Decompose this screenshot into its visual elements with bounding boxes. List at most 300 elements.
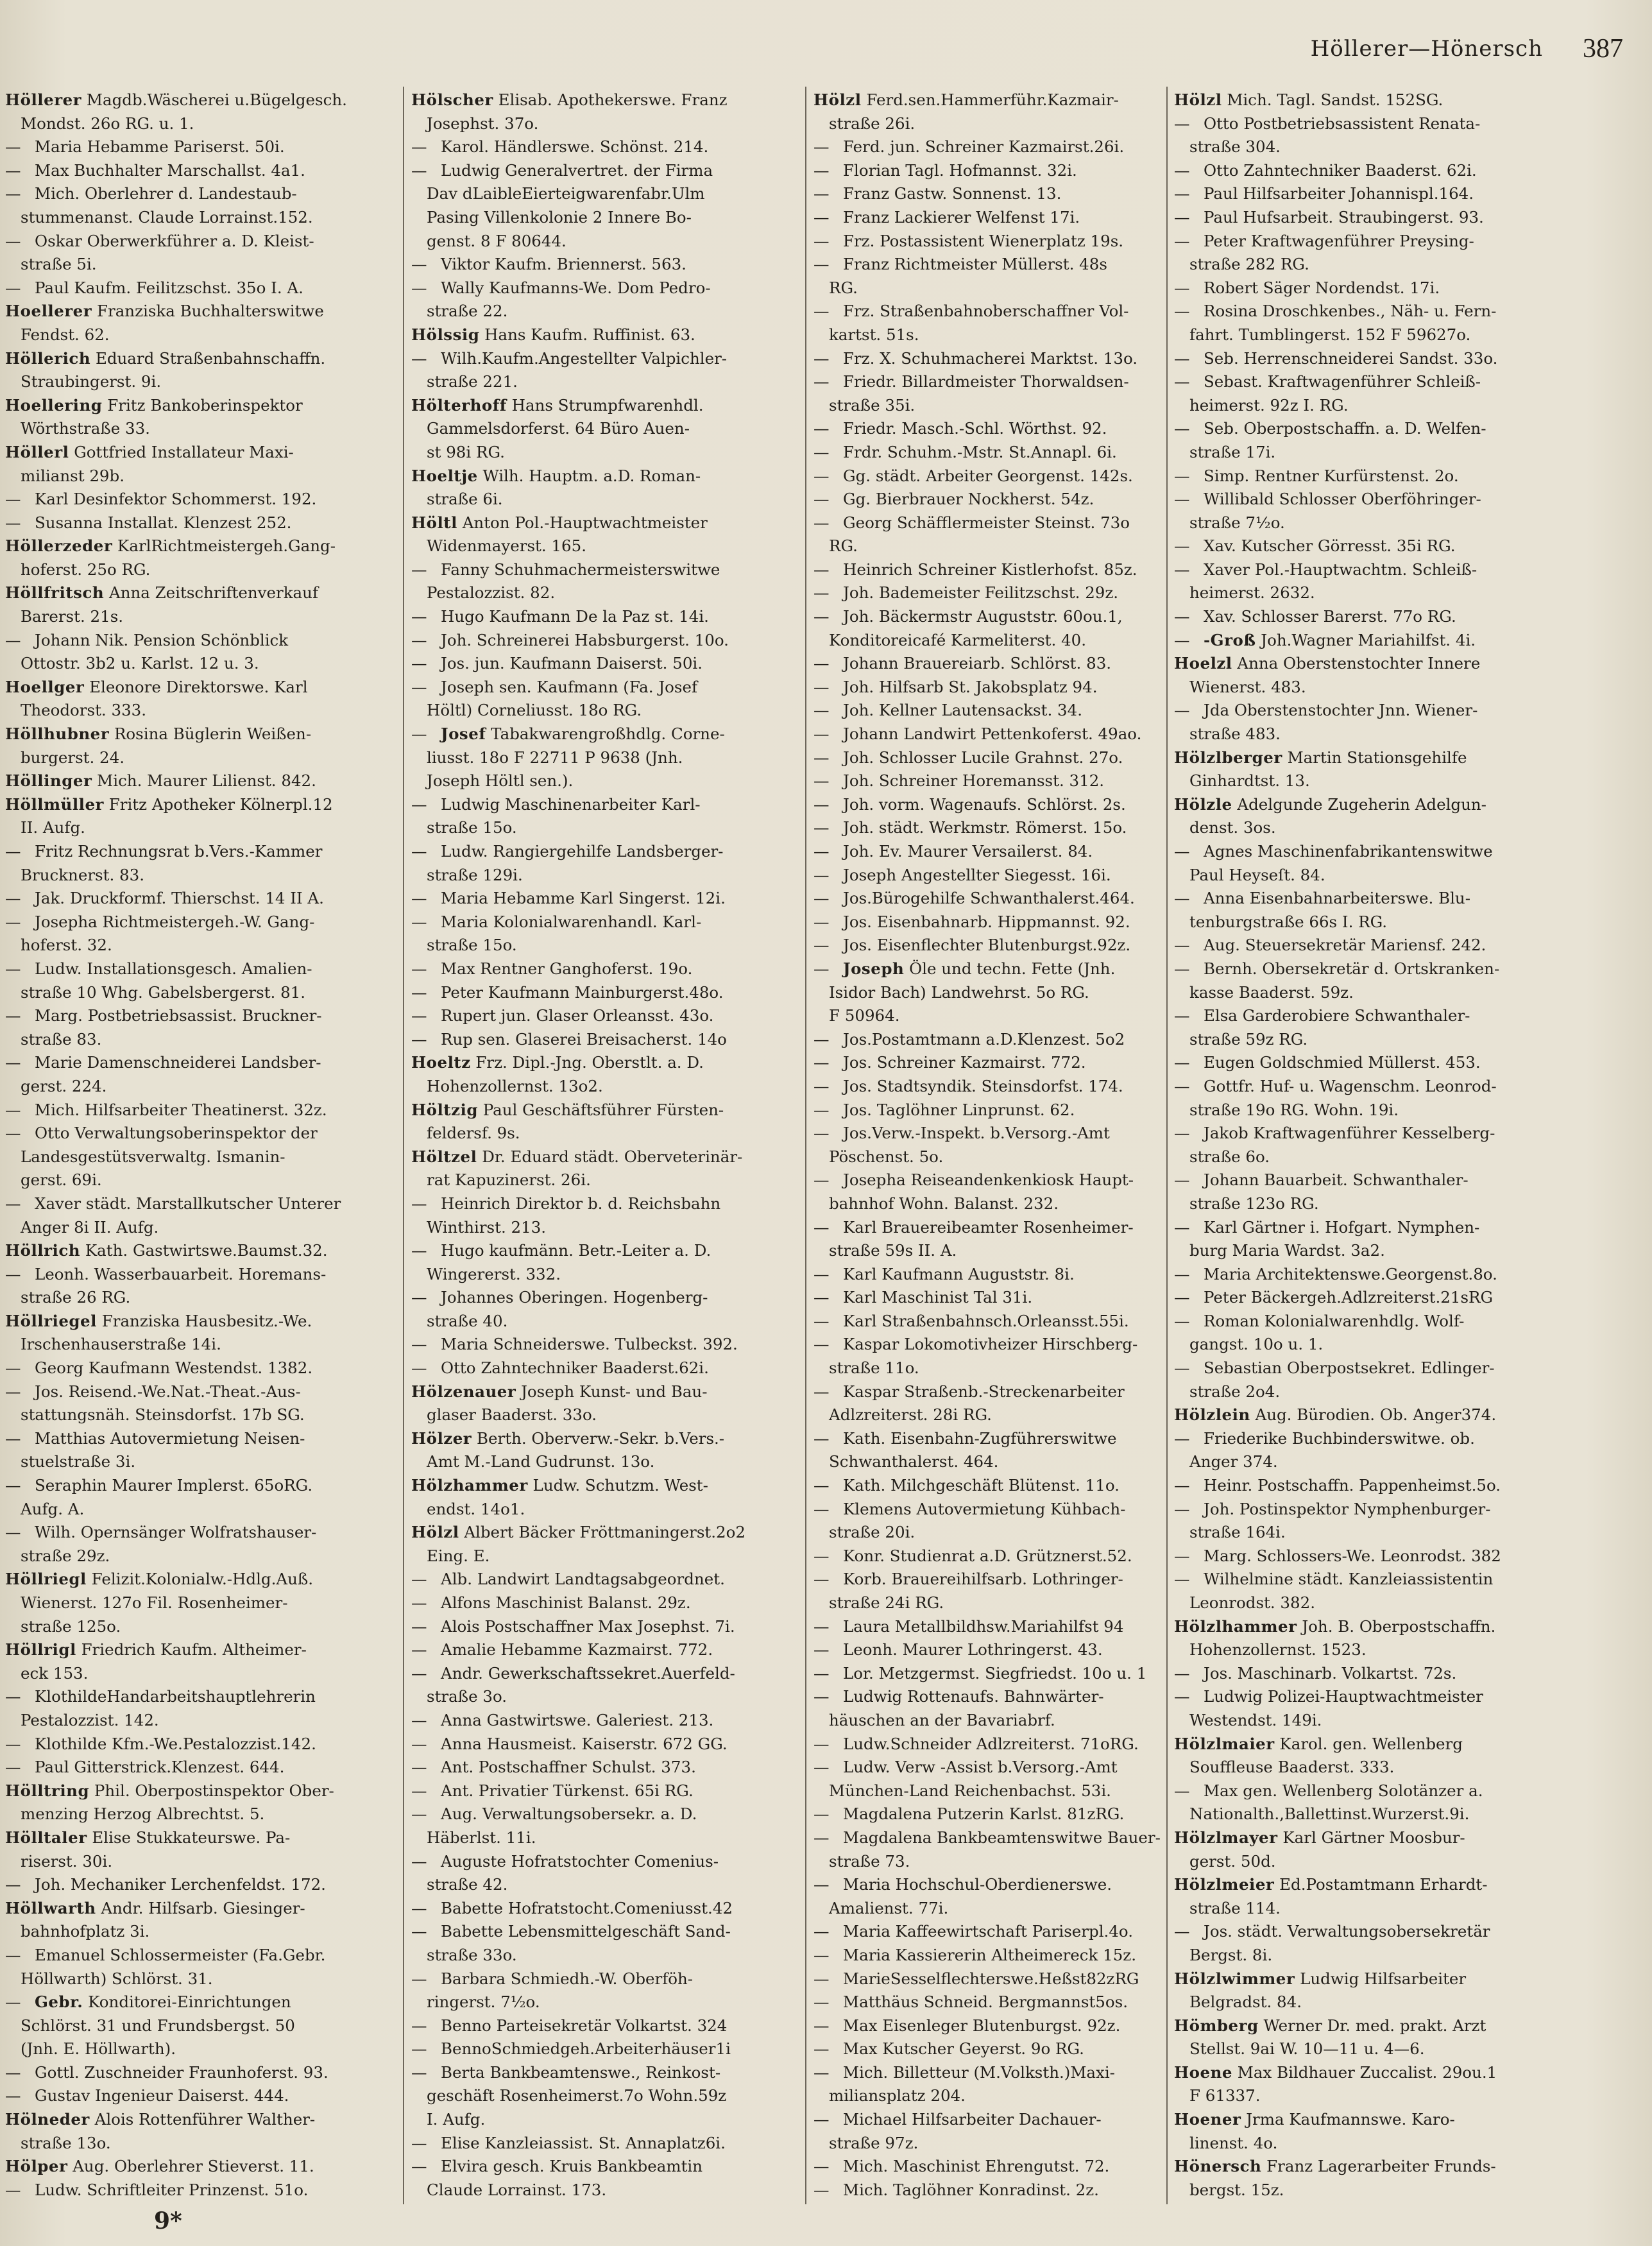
ditto-dash: — xyxy=(813,490,830,509)
directory-entry-heading xyxy=(5,1826,385,1850)
ditto-dash: — xyxy=(411,1898,427,1917)
entry-text: Maria Kassiererin Altheimereck 15z. xyxy=(843,1945,1137,1964)
directory-entry-line xyxy=(813,441,1193,465)
entry-text: Jos. Eisenbahnarb. Hippmannst. 92. xyxy=(843,912,1130,931)
entry-text: Amt M.-Land Gudrunst. 13o. xyxy=(427,1452,655,1471)
directory-entry-line xyxy=(813,253,1193,277)
directory-entry-line xyxy=(813,1591,1193,1615)
entry-text: ringerst. 7½o. xyxy=(427,1993,540,2012)
entry-text: Maria Schneiderswe. Tulbeckst. 392. xyxy=(441,1335,738,1354)
ditto-dash: — xyxy=(813,1570,830,1589)
ditto-dash: — xyxy=(1174,1170,1190,1190)
directory-entry-heading xyxy=(5,1310,385,1333)
entry-text: Ferd.sen.Hammerführ.Kazmair- xyxy=(866,90,1119,109)
entry-text: gerst. 224. xyxy=(21,1076,107,1095)
entry-text: Babette Hofratstocht.Comeniusst.42 xyxy=(441,1898,733,1917)
entry-text: Martin Stationsgehilfe xyxy=(1287,748,1467,767)
directory-entry-line xyxy=(411,1685,791,1709)
entry-text: (Jnh. E. Höllwarth). xyxy=(21,2039,176,2059)
directory-entry-line xyxy=(813,417,1193,441)
ditto-dash: — xyxy=(411,607,427,626)
entry-text: Fanny Schuhmachermeisterswitwe xyxy=(441,560,720,579)
directory-entry-line xyxy=(813,676,1193,699)
directory-entry-line xyxy=(813,1568,1193,1591)
entry-text: straße 35i. xyxy=(829,395,915,415)
directory-entry-line xyxy=(5,511,385,535)
entry-text: bahnhofplatz 3i. xyxy=(21,1922,150,1941)
directory-entry-line xyxy=(813,1239,1193,1263)
entry-text: Franziska Hausbesitz.-We. xyxy=(101,1311,312,1330)
directory-entry-line xyxy=(813,652,1193,676)
entry-text: kasse Baaderst. 59z. xyxy=(1189,982,1354,1002)
surname: Hölzl xyxy=(411,1523,459,1542)
entry-text: Brucknerst. 83. xyxy=(21,865,145,884)
entry-text: Anger 374. xyxy=(1189,1452,1278,1471)
directory-entry-heading xyxy=(1174,1873,1591,1897)
directory-entry-line xyxy=(411,911,791,934)
entry-text: Elisab. Apothekerswe. Franz xyxy=(498,90,728,109)
entry-text: Ludw. Schutzm. West- xyxy=(532,1476,708,1495)
ditto-dash: — xyxy=(5,1359,21,1378)
directory-entry-line xyxy=(5,1145,385,1169)
entry-text: Jos. Stadtsyndik. Steinsdorfst. 174. xyxy=(843,1076,1123,1095)
directory-entry-line xyxy=(813,1615,1193,1639)
directory-entry-line xyxy=(411,2132,791,2156)
directory-entry-line xyxy=(1174,558,1591,582)
ditto-dash: — xyxy=(813,748,830,767)
entry-text: Felizit.Kolonialw.-Hdlg.Auß. xyxy=(91,1570,314,1589)
entry-text: Peter Bäckergeh.Adlzreiterst.21sRG xyxy=(1204,1288,1494,1307)
entry-text: Rupert jun. Glaser Orleansst. 43o. xyxy=(441,1006,714,1025)
directory-entry-line xyxy=(1174,1920,1591,1944)
directory-entry-heading xyxy=(1174,652,1591,676)
entry-text: straße 282 RG. xyxy=(1189,255,1309,274)
directory-entry-line xyxy=(411,2179,791,2202)
directory-entry-heading xyxy=(1174,1615,1591,1639)
entry-text: liusst. 18o F 22711 P 9638 (Jnh. xyxy=(427,748,683,767)
directory-entry-line xyxy=(5,230,385,253)
entry-text: Oskar Oberwerkführer a. D. Kleist- xyxy=(35,231,314,250)
directory-entry-line xyxy=(813,1733,1193,1756)
entry-text: Jos. jun. Kaufmann Daiserst. 50i. xyxy=(441,654,703,673)
directory-entry-heading xyxy=(1174,89,1591,112)
ditto-dash: — xyxy=(1174,1359,1190,1378)
ditto-dash: — xyxy=(813,2157,830,2176)
directory-entry-line xyxy=(411,1122,791,1145)
directory-entry-line xyxy=(1174,1333,1591,1357)
directory-entry-line xyxy=(1174,911,1591,934)
entry-text: Bernh. Obersekretär d. Ortskranken- xyxy=(1204,959,1500,978)
directory-entry-heading xyxy=(5,1638,385,1662)
entry-text: Seb. Herrenschneiderei Sandst. 33o. xyxy=(1204,348,1498,368)
directory-entry-line xyxy=(813,1638,1193,1662)
ditto-dash: — xyxy=(411,1006,427,1025)
directory-entry-line xyxy=(411,1169,791,1192)
directory-entry-line xyxy=(411,417,791,441)
directory-entry-line xyxy=(5,1662,385,1686)
entry-text: Joh. Schlosser Lucile Grahnst. 27o. xyxy=(843,748,1123,767)
directory-entry-line xyxy=(1174,581,1591,605)
surname: Hölper xyxy=(5,2157,68,2176)
surname: Hoeltz xyxy=(411,1053,471,1072)
directory-entry-line xyxy=(5,2084,385,2108)
directory-entry-line xyxy=(813,300,1193,323)
directory-entry-line xyxy=(411,1709,791,1733)
ditto-dash: — xyxy=(1174,936,1190,955)
ditto-dash: — xyxy=(411,255,427,274)
directory-entry-heading xyxy=(411,394,791,418)
directory-entry-heading xyxy=(5,581,385,605)
directory-entry-line xyxy=(5,1122,385,1145)
ditto-dash: — xyxy=(5,2180,21,2199)
ditto-dash: — xyxy=(813,701,830,720)
directory-entry-line xyxy=(1174,347,1591,371)
directory-entry-line xyxy=(1174,1779,1591,1803)
directory-column-2 xyxy=(411,89,791,2213)
entry-text: Hohenzollernst. 1523. xyxy=(1189,1640,1367,1659)
directory-entry-heading xyxy=(1174,2061,1591,2085)
directory-entry-heading xyxy=(411,1474,791,1498)
entry-text: Otto Zahntechniker Baaderst. 62i. xyxy=(1204,160,1477,180)
ditto-dash: — xyxy=(411,2133,427,2152)
ditto-dash: — xyxy=(5,1523,21,1542)
directory-entry-line xyxy=(5,1263,385,1287)
entry-text: Kath. Milchgeschäft Blütenst. 11o. xyxy=(843,1476,1120,1495)
directory-column-4 xyxy=(1174,89,1591,2213)
entry-text: Viktor Kaufm. Briennerst. 563. xyxy=(441,255,686,274)
entry-text: Mich. Billetteur (M.Volksth.)Maxi- xyxy=(843,2062,1115,2082)
ditto-dash: — xyxy=(5,842,21,861)
directory-entry-line xyxy=(411,1920,791,1944)
directory-entry-line xyxy=(813,159,1193,183)
directory-entry-line xyxy=(1174,1568,1591,1591)
entry-text: Ferd. jun. Schreiner Kazmairst.26i. xyxy=(843,137,1125,157)
directory-entry-line xyxy=(1174,1192,1591,1216)
entry-text: BennoSchmiedgeh.Arbeiterhäuser1i xyxy=(441,2039,731,2059)
directory-entry-line xyxy=(411,1662,791,1686)
directory-entry-line xyxy=(813,911,1193,934)
directory-entry-line xyxy=(411,864,791,887)
entry-text: Max Kutscher Geyerst. 9o RG. xyxy=(843,2039,1084,2059)
directory-entry-line xyxy=(813,1263,1193,1287)
surname: Hölzlmeier xyxy=(1174,1875,1275,1894)
entry-text: Karl Brauereibeamter Rosenheimer- xyxy=(843,1217,1134,1237)
directory-entry-line xyxy=(813,112,1193,136)
ditto-dash: — xyxy=(1174,1922,1190,1941)
entry-text: Sebastian Oberpostsekret. Edlinger- xyxy=(1204,1359,1495,1378)
entry-text: Seb. Oberpostschaffn. a. D. Welfen- xyxy=(1204,419,1486,438)
directory-entry-line xyxy=(411,300,791,323)
entry-text: häuschen an der Bavariabrf. xyxy=(829,1710,1055,1729)
directory-entry-line xyxy=(411,793,791,817)
entry-text: Xaver Pol.-Hauptwachtm. Schleiß- xyxy=(1204,560,1477,579)
entry-text: Elise Kanzleiassist. St. Annaplatz6i. xyxy=(441,2133,726,2152)
directory-entry-line xyxy=(5,957,385,981)
directory-entry-line xyxy=(411,605,791,629)
entry-text: Karol. gen. Wellenberg xyxy=(1279,1734,1463,1753)
ditto-dash: — xyxy=(813,1616,830,1636)
entry-text: I. Aufg. xyxy=(427,2110,486,2129)
directory-entry-line xyxy=(1174,699,1591,723)
entry-text: Ludw. Verw -Assist b.Versorg.-Amt xyxy=(843,1758,1118,1777)
directory-entry-heading xyxy=(411,511,791,535)
entry-text: Fritz Bankoberinspektor xyxy=(107,395,303,415)
directory-entry-line xyxy=(5,417,385,441)
surname: Höllinger xyxy=(5,771,92,791)
directory-entry-line xyxy=(411,1568,791,1591)
entry-text: Georg Schäfflermeister Steinst. 73o xyxy=(843,513,1130,532)
entry-text: Werner Dr. med. prakt. Arzt xyxy=(1263,2016,1486,2035)
entry-text: Matthias Autovermietung Neisen- xyxy=(35,1428,305,1448)
ditto-dash: — xyxy=(411,560,427,579)
entry-text: Wilhelmine städt. Kanzleiassistentin xyxy=(1204,1570,1494,1589)
directory-entry-line xyxy=(813,864,1193,887)
directory-entry-line xyxy=(5,1286,385,1310)
surname: Höltzig xyxy=(411,1100,478,1119)
ditto-dash: — xyxy=(813,160,830,180)
directory-entry-line xyxy=(813,699,1193,723)
ditto-dash: — xyxy=(813,959,830,978)
directory-columns xyxy=(0,89,1652,2213)
directory-entry-heading xyxy=(411,1051,791,1075)
ditto-dash: — xyxy=(411,1781,427,1800)
entry-text: Stellst. 9ai W. 10—11 u. 4—6. xyxy=(1189,2039,1425,2059)
firm-name: Josef xyxy=(441,724,486,744)
ditto-dash: — xyxy=(813,184,830,203)
directory-entry-line xyxy=(813,816,1193,840)
directory-entry-line xyxy=(813,1826,1193,1850)
entry-text: straße 13o. xyxy=(21,2133,111,2152)
entry-text: Häberlst. 11i. xyxy=(427,1828,536,1847)
entry-text: Elvira gesch. Kruis Bankbeamtin xyxy=(441,2157,703,2176)
ditto-dash: — xyxy=(813,1546,830,1565)
entry-text: Alb. Landwirt Landtagsabgeordnet. xyxy=(441,1570,725,1589)
directory-entry-line xyxy=(5,1944,385,1967)
entry-text: Ludwig Hilfsarbeiter xyxy=(1300,1969,1467,1988)
entry-text: fahrt. Tumblingerst. 152 F 59627o. xyxy=(1189,325,1471,344)
entry-text: Gottl. Zuschneider Fraunhoferst. 93. xyxy=(35,2062,328,2082)
directory-entry-line xyxy=(411,2014,791,2038)
ditto-dash: — xyxy=(411,982,427,1002)
ditto-dash: — xyxy=(411,2062,427,2082)
entry-text: Wally Kaufmanns-We. Dom Pedro- xyxy=(441,278,711,297)
directory-entry-line xyxy=(5,1216,385,1240)
entry-text: Josepha Reiseandenkenkiosk Haupt- xyxy=(843,1170,1134,1190)
ditto-dash: — xyxy=(1174,160,1190,180)
directory-entry-line xyxy=(1174,1756,1591,1779)
entry-text: II. Aufg. xyxy=(21,818,85,837)
ditto-dash: — xyxy=(813,1828,830,1847)
directory-entry-line xyxy=(813,1403,1193,1427)
entry-text: Paul Gitterstrick.Klenzest. 644. xyxy=(35,1758,285,1777)
entry-text: tenburgstraße 66s I. RG. xyxy=(1189,912,1388,931)
ditto-dash: — xyxy=(1174,1076,1190,1095)
directory-entry-line xyxy=(411,370,791,394)
directory-entry-line xyxy=(1174,676,1591,699)
entry-text: hoferst. 32. xyxy=(21,936,112,955)
entry-text: Otto Zahntechniker Baaderst.62i. xyxy=(441,1359,709,1378)
directory-entry-line xyxy=(1174,2037,1591,2061)
entry-text: Barerst. 21s. xyxy=(21,607,124,626)
directory-entry-line xyxy=(813,1850,1193,1874)
entry-text: Alois Rottenführer Walther- xyxy=(94,2110,316,2129)
ditto-dash: — xyxy=(411,630,427,649)
directory-entry-line xyxy=(1174,135,1591,159)
entry-text: Johannes Oberingen. Hogenberg- xyxy=(441,1288,708,1307)
directory-entry-line xyxy=(1174,1122,1591,1145)
entry-text: Franz Gastw. Sonnenst. 13. xyxy=(843,184,1062,203)
entry-text: Jos. Taglöhner Linprunst. 62. xyxy=(843,1100,1075,1119)
directory-entry-line xyxy=(813,230,1193,253)
directory-entry-line xyxy=(1174,1521,1591,1545)
surname: Hölzlmaier xyxy=(1174,1734,1275,1753)
directory-entry-line xyxy=(5,1733,385,1756)
directory-entry-heading xyxy=(411,1380,791,1404)
ditto-dash: — xyxy=(411,2157,427,2176)
directory-entry-line xyxy=(411,135,791,159)
directory-entry-line xyxy=(813,2132,1193,2156)
directory-entry-line xyxy=(411,1192,791,1216)
directory-entry-heading xyxy=(1174,2155,1591,2179)
directory-entry-line xyxy=(411,652,791,676)
directory-entry-line xyxy=(1174,1216,1591,1240)
entry-text: straße 304. xyxy=(1189,137,1281,157)
directory-entry-line xyxy=(813,1122,1193,1145)
entry-text: straße 11o. xyxy=(829,1359,919,1378)
directory-entry-line xyxy=(813,1450,1193,1474)
entry-text: Heinrich Schreiner Kistlerhofst. 85z. xyxy=(843,560,1137,579)
directory-entry-line xyxy=(5,1075,385,1099)
ditto-dash: — xyxy=(411,654,427,673)
directory-entry-line xyxy=(5,558,385,582)
entry-text: straße 164i. xyxy=(1189,1523,1286,1542)
surname: Hoellering xyxy=(5,395,103,415)
entry-text: Frz. X. Schuhmacherei Marktst. 13o. xyxy=(843,348,1138,368)
ditto-dash: — xyxy=(1174,1663,1190,1683)
directory-entry-heading xyxy=(1174,793,1591,817)
ditto-dash: — xyxy=(1174,560,1190,579)
entry-text: Gottfr. Huf- u. Wagenschm. Leonrod- xyxy=(1204,1076,1497,1095)
directory-entry-line xyxy=(5,1380,385,1404)
ditto-dash: — xyxy=(813,865,830,884)
directory-entry-line xyxy=(1174,1638,1591,1662)
directory-entry-line xyxy=(411,1286,791,1310)
entry-text: Franz Richtmeister Müllerst. 48s xyxy=(843,255,1107,274)
directory-entry-heading xyxy=(5,1897,385,1921)
directory-entry-line xyxy=(813,1051,1193,1075)
entry-text: burg Maria Wardst. 3a2. xyxy=(1189,1241,1385,1260)
directory-entry-line xyxy=(813,347,1193,371)
entry-text: Joh. Bäckermstr Auguststr. 60ou.1, xyxy=(843,607,1123,626)
directory-entry-heading xyxy=(1174,1826,1591,1850)
entry-text: Peter Kaufmann Mainburgerst.48o. xyxy=(441,982,724,1002)
entry-text: Babette Lebensmittelgeschäft Sand- xyxy=(441,1922,731,1941)
surname: Hölltring xyxy=(5,1781,90,1800)
ditto-dash: — xyxy=(813,348,830,368)
entry-text: Leonh. Wasserbauarbeit. Horemans- xyxy=(35,1264,327,1283)
ditto-dash: — xyxy=(813,1993,830,2012)
directory-entry-line xyxy=(813,1803,1193,1826)
surname: Hölzlberger xyxy=(1174,748,1282,767)
firm-name: Gebr. xyxy=(35,1993,83,2012)
directory-entry-line xyxy=(813,1685,1193,1709)
entry-text: Alfons Maschinist Balanst. 29z. xyxy=(441,1593,691,1612)
entry-text: Karl Gärtner i. Hofgart. Nymphen- xyxy=(1204,1217,1480,1237)
entry-text: Gustav Ingenieur Daiserst. 444. xyxy=(35,2086,289,2105)
entry-text: straße 15o. xyxy=(427,818,517,837)
entry-text: Fritz Rechnungsrat b.Vers.-Kammer xyxy=(35,842,323,861)
directory-entry-line xyxy=(5,1920,385,1944)
surname: Höllriegel xyxy=(5,1311,97,1330)
entry-text: Pestalozzist. 142. xyxy=(21,1710,159,1729)
directory-entry-heading xyxy=(411,1521,791,1545)
ditto-dash: — xyxy=(411,137,427,157)
directory-entry-line xyxy=(813,1920,1193,1944)
directory-entry-line xyxy=(411,1826,791,1850)
directory-entry-line xyxy=(411,159,791,183)
entry-text: Jos.Bürogehilfe Schwanthalerst.464. xyxy=(843,889,1135,908)
ditto-dash: — xyxy=(813,677,830,696)
directory-entry-line xyxy=(1174,535,1591,558)
entry-text: Max Buchhalter Marschallst. 4a1. xyxy=(35,160,305,180)
directory-entry-line xyxy=(5,1967,385,1991)
ditto-dash: — xyxy=(1174,419,1190,438)
entry-text: heimerst. 92z I. RG. xyxy=(1189,395,1349,415)
surname: Hölssig xyxy=(411,325,480,344)
ditto-dash: — xyxy=(5,1428,21,1448)
ditto-dash: — xyxy=(5,1734,21,1753)
entry-text: Dr. Eduard städt. Oberveterinär- xyxy=(482,1147,743,1166)
entry-text: KarlRichtmeistergeh.Gang- xyxy=(117,536,336,556)
ditto-dash: — xyxy=(5,889,21,908)
entry-text: Gottfried Installateur Maxi- xyxy=(74,442,294,461)
ditto-dash: — xyxy=(411,1805,427,1824)
entry-text: Eduard Straßenbahnschaffn. xyxy=(95,348,326,368)
entry-text: Ludwig Maschinenarbeiter Karl- xyxy=(441,794,701,814)
directory-entry-line xyxy=(1174,1897,1591,1921)
entry-text: straße 22. xyxy=(427,302,508,321)
entry-text: Joseph Angestellter Siegesst. 16i. xyxy=(843,865,1111,884)
directory-entry-line xyxy=(5,1357,385,1380)
directory-entry-line xyxy=(813,1145,1193,1169)
surname: Hölterhoff xyxy=(411,395,507,415)
entry-text: Hans Strumpfwarenhdl. xyxy=(511,395,704,415)
entry-text: Wingererst. 332. xyxy=(427,1264,561,1283)
surname: Hömberg xyxy=(1174,2016,1259,2035)
directory-entry-line xyxy=(5,1099,385,1122)
surname: Hoener xyxy=(1174,2110,1241,2129)
entry-text: straße 5i. xyxy=(21,255,97,274)
directory-entry-line xyxy=(411,182,791,206)
entry-text: Hans Kaufm. Ruffinist. 63. xyxy=(484,325,695,344)
directory-entry-line xyxy=(1174,1310,1591,1333)
ditto-dash: — xyxy=(5,2086,21,2105)
entry-text: Berth. Oberverw.-Sekr. b.Vers.- xyxy=(477,1428,725,1448)
directory-entry-line xyxy=(411,1545,791,1568)
entry-text: Georg Kaufmann Westendst. 1382. xyxy=(35,1359,313,1378)
directory-entry-line xyxy=(5,699,385,723)
ditto-dash: — xyxy=(411,1359,427,1378)
directory-entry-heading xyxy=(411,323,791,347)
entry-text: Karol. Händlerswe. Schönst. 214. xyxy=(441,137,709,157)
directory-entry-line xyxy=(813,1192,1193,1216)
entry-text: Karl Desinfektor Schommerst. 192. xyxy=(35,490,317,509)
ditto-dash: — xyxy=(1174,302,1190,321)
ditto-dash: — xyxy=(411,1758,427,1777)
directory-entry-line xyxy=(1174,441,1591,465)
entry-text: Friedr. Billardmeister Thorwaldsen- xyxy=(843,372,1129,391)
ditto-dash: — xyxy=(1174,1499,1190,1518)
